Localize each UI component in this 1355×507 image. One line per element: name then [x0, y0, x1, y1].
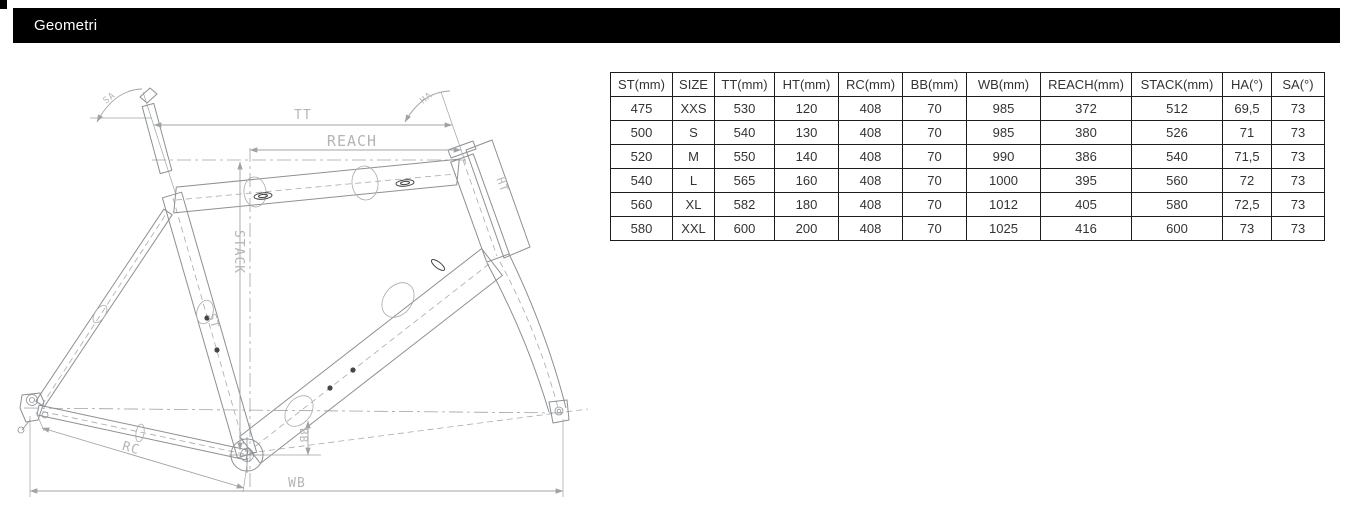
section-header — [13, 8, 1340, 43]
seat-angle-extension — [143, 92, 176, 195]
head-tube-top-cap — [448, 141, 476, 158]
cell: 550 — [715, 145, 775, 169]
cell: 73 — [1272, 217, 1325, 241]
corner-mark — [0, 0, 7, 9]
cell: 72 — [1223, 169, 1272, 193]
seat-clamp — [140, 88, 157, 103]
cell: 140 — [775, 145, 839, 169]
cell: 580 — [1132, 193, 1223, 217]
table-row — [611, 97, 1325, 121]
cell: 73 — [1272, 97, 1325, 121]
cell: 540 — [611, 169, 673, 193]
down-tube — [240, 249, 503, 464]
cell: 72,5 — [1223, 193, 1272, 217]
cell: 408 — [839, 97, 903, 121]
cell: 408 — [839, 193, 903, 217]
cell: 985 — [967, 97, 1041, 121]
seat-stay — [36, 209, 172, 407]
header-row — [611, 73, 1325, 97]
cell: 70 — [903, 169, 967, 193]
table-row — [611, 169, 1325, 193]
column-header: TT(mm) — [715, 73, 775, 97]
cell: L — [673, 169, 715, 193]
cell: 69,5 — [1223, 97, 1272, 121]
cell: 408 — [839, 217, 903, 241]
column-header: SA(°) — [1272, 73, 1325, 97]
column-header: STACK(mm) — [1132, 73, 1223, 97]
cell: 565 — [715, 169, 775, 193]
frame-geometry-diagram — [0, 60, 610, 507]
front-dropout — [549, 400, 569, 423]
cell: 71,5 — [1223, 145, 1272, 169]
cell: XXS — [673, 97, 715, 121]
cell: 600 — [715, 217, 775, 241]
cell: 1025 — [967, 217, 1041, 241]
frame-details — [18, 165, 569, 473]
column-header: BB(mm) — [903, 73, 967, 97]
cell: 70 — [903, 145, 967, 169]
cell: 500 — [611, 121, 673, 145]
cell: 180 — [775, 193, 839, 217]
table-row — [611, 121, 1325, 145]
cell: 416 — [1041, 217, 1132, 241]
tube-centerlines — [40, 160, 558, 454]
bottle-boss — [350, 367, 355, 372]
cell: M — [673, 145, 715, 169]
cable-port — [254, 192, 273, 200]
column-header: REACH(mm) — [1041, 73, 1132, 97]
rc-label: RC — [120, 438, 142, 459]
cell: 73 — [1223, 217, 1272, 241]
stack-label: STACK — [231, 230, 246, 275]
cell: XL — [673, 193, 715, 217]
cell: 70 — [903, 97, 967, 121]
head-angle-extension — [441, 92, 466, 164]
cell: 408 — [839, 169, 903, 193]
table-row — [611, 145, 1325, 169]
bottle-boss — [327, 385, 332, 390]
cell: 540 — [715, 121, 775, 145]
cell: 160 — [775, 169, 839, 193]
sa-angle-arc — [97, 89, 142, 122]
seat-post — [142, 103, 172, 173]
column-header: RC(mm) — [839, 73, 903, 97]
cell: 130 — [775, 121, 839, 145]
page-title: Geometri — [34, 17, 98, 34]
cell: 408 — [839, 121, 903, 145]
geometry-table — [610, 72, 1325, 241]
cable-port — [396, 179, 415, 187]
cell: 73 — [1272, 121, 1325, 145]
cell: 530 — [715, 97, 775, 121]
cell: 520 — [611, 145, 673, 169]
ht-label: HT — [493, 175, 512, 195]
axle-centerline — [24, 408, 562, 413]
column-header: ST(mm) — [611, 73, 673, 97]
wb-label: WB — [288, 476, 306, 491]
cell: 73 — [1272, 169, 1325, 193]
cell: 395 — [1041, 169, 1132, 193]
cell: 73 — [1272, 193, 1325, 217]
cable-port — [430, 258, 446, 273]
top-tube — [174, 159, 460, 213]
ha-label: HA — [418, 90, 435, 107]
cell: 200 — [775, 217, 839, 241]
cell: 405 — [1041, 193, 1132, 217]
cell: 580 — [611, 217, 673, 241]
cell: 380 — [1041, 121, 1132, 145]
cell: 70 — [903, 121, 967, 145]
bottle-boss — [214, 347, 219, 352]
table-row — [611, 193, 1325, 217]
cell: 600 — [1132, 217, 1223, 241]
cell: 71 — [1223, 121, 1272, 145]
cell: 73 — [1272, 145, 1325, 169]
column-header: WB(mm) — [967, 73, 1041, 97]
cell: 70 — [903, 193, 967, 217]
cell: 582 — [715, 193, 775, 217]
cell: S — [673, 121, 715, 145]
cell: 990 — [967, 145, 1041, 169]
column-header: HA(°) — [1223, 73, 1272, 97]
cell: 526 — [1132, 121, 1223, 145]
reach-label: REACH — [326, 132, 378, 150]
frame-tubes — [36, 88, 566, 463]
cell: 560 — [611, 193, 673, 217]
st-label: ST — [205, 312, 222, 331]
tt-label: TT — [294, 108, 312, 123]
cell: 540 — [1132, 145, 1223, 169]
cell: 386 — [1041, 145, 1132, 169]
cell: 560 — [1132, 169, 1223, 193]
sa-label: SA — [101, 90, 118, 107]
cell: 985 — [967, 121, 1041, 145]
cell: 1012 — [967, 193, 1041, 217]
bb-label: BB — [297, 428, 310, 444]
cell: 512 — [1132, 97, 1223, 121]
cell: 372 — [1041, 97, 1132, 121]
column-header: HT(mm) — [775, 73, 839, 97]
cell: 70 — [903, 217, 967, 241]
table-row — [611, 217, 1325, 241]
cell: XXL — [673, 217, 715, 241]
dimension-labels — [102, 91, 511, 491]
cell: 408 — [839, 145, 903, 169]
cell: 1000 — [967, 169, 1041, 193]
cell: 120 — [775, 97, 839, 121]
cell: 475 — [611, 97, 673, 121]
head-tube-outer-shell — [466, 140, 530, 258]
column-header: SIZE — [673, 73, 715, 97]
